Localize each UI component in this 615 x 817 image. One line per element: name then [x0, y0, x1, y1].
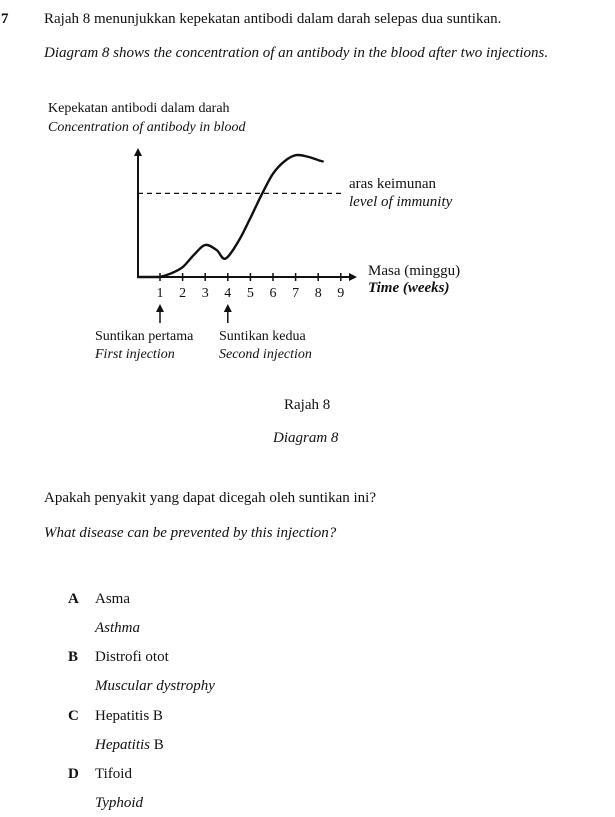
option-letter: A [68, 591, 79, 607]
option-text-english: Muscular dystrophy [95, 678, 215, 694]
question-number: 7 [1, 11, 9, 27]
x-tick-label: 9 [337, 286, 345, 301]
x-tick-label: 8 [314, 286, 322, 301]
option-text-malay: Asma [95, 591, 130, 607]
first-injection-label-english: First injection [95, 347, 175, 362]
second-injection-label-malay: Suntikan kedua [219, 329, 306, 344]
option-letter: B [68, 649, 79, 665]
x-tick-label: 4 [224, 286, 232, 301]
option-text-english-italic: Hepatitis [95, 737, 150, 753]
option-text-english-plain: B [150, 737, 164, 753]
question-stem-malay: Rajah 8 menunjukkan kepekatan antibodi dalam darah selepas dua suntikan. [44, 11, 502, 27]
x-tick-label: 7 [292, 286, 300, 301]
diagram-caption-english: Diagram 8 [273, 430, 339, 446]
prompt-malay: Apakah penyakit yang dapat dicegah oleh suntikan ini? [44, 490, 376, 506]
x-axis-label-malay: Masa (minggu) [368, 263, 461, 279]
option-text-malay: Tifoid [95, 766, 132, 782]
x-tick-label: 6 [269, 286, 277, 301]
y-axis-label-english: Concentration of antibody in blood [48, 120, 246, 135]
option-text-english: Typhoid [95, 795, 144, 811]
x-tick-label: 5 [246, 286, 254, 301]
immunity-label-english: level of immunity [349, 194, 453, 210]
antibody-curve [138, 155, 323, 277]
x-axis-label-english: Time (weeks) [368, 280, 450, 296]
diagram-caption-malay: Rajah 8 [284, 397, 331, 413]
option-text-malay: Distrofi otot [95, 649, 169, 665]
option-text-english [95, 737, 164, 754]
x-tick-label: 2 [179, 286, 187, 301]
y-axis-label-malay: Kepekatan antibodi dalam darah [48, 101, 230, 116]
option-letter: C [68, 708, 79, 724]
x-tick-label: 1 [156, 286, 164, 301]
second-injection-label-english: Second injection [219, 347, 312, 362]
option-text-malay: Hepatitis B [95, 708, 163, 724]
x-tick-label: 3 [201, 286, 209, 301]
option-text-english: Asthma [95, 620, 140, 636]
prompt-english: What disease can be prevented by this injection? [44, 525, 337, 541]
first-injection-label-malay: Suntikan pertama [95, 329, 194, 344]
immunity-label-malay: aras keimunan [349, 176, 437, 192]
question-stem-english: Diagram 8 shows the concentration of an antibody in the blood after two injections. [44, 45, 549, 61]
option-letter: D [68, 766, 79, 782]
